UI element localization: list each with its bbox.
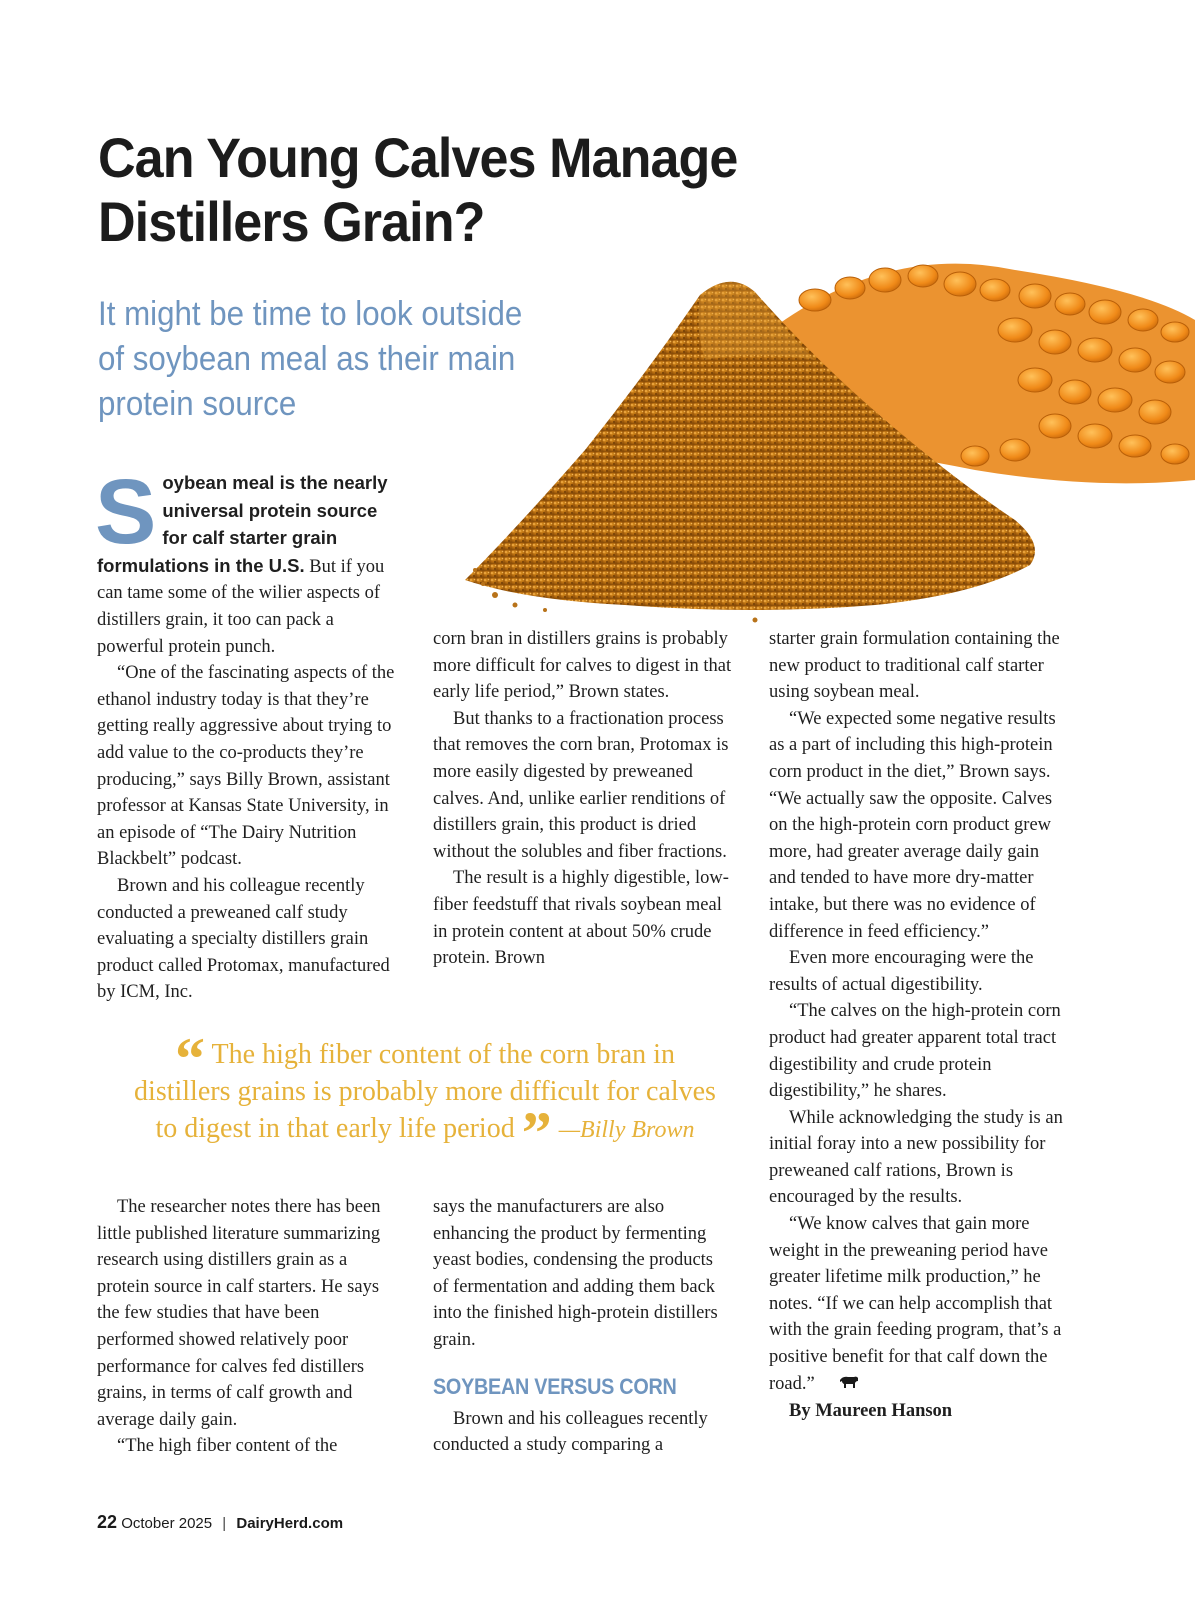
col3-paragraph-2: Even more encouraging were the results of actual digestibility.: [769, 948, 1034, 995]
lead-rest-text: But if you can tame some of the wilier aspects of distillers grain, it too can pack a powerful protein punch.: [97, 556, 385, 657]
article-headline: Can Young Calves Manage Distillers Grain?: [98, 126, 738, 253]
issue-date: October 2025: [121, 1515, 213, 1532]
col3-paragraph-1: “We expected some negative results as a part of including this high-protein corn product in the diet,” Brown says. “We actually saw the opposite. Calves on the high-protein corn product grew more, had greater average daily gain and tended to have more dry-matter intake, but there was no evidence of difference in feed efficiency.”: [769, 708, 1056, 942]
section-subhead: SOYBEAN VERSUS CORN: [433, 1373, 677, 1399]
pull-quote-attribution: —Billy Brown: [558, 1117, 695, 1143]
footer-separator: |: [222, 1515, 227, 1532]
column-1-bottom: [97, 1194, 395, 1460]
pull-quote-text: The high fiber content of the corn bran in distillers grains is probably more difficult for calves to digest in that early life period: [134, 1039, 716, 1144]
close-quote-mark: ”: [521, 1100, 552, 1166]
col3-paragraph-5-text: “We know calves that gain more weight in the preweaning period have greater lifetime milk production,” he notes. “If we can help accomplish that with the grain feeding program, that’s a positive benefit for that calf down the road.”: [769, 1214, 1062, 1394]
col2-paragraph-0: corn bran in distillers grains is probably more difficult for calves to digest in that early life period,” Brown states.: [433, 629, 732, 703]
column-2-bottom: [433, 1194, 733, 1459]
open-quote-mark: “: [175, 1026, 206, 1092]
pull-quote: [130, 1026, 720, 1166]
byline: By Maureen Hanson: [789, 1400, 953, 1421]
col2b-paragraph-1: Brown and his colleagues recently conducted a study comparing a: [433, 1408, 708, 1456]
col2b-paragraph-0: says the manufacturers are also enhancing the product by fermenting yeast bodies, condensing the products of fermentation and adding them back into the finished high-protein distillers grain.: [433, 1197, 718, 1350]
col3-paragraph-5: [769, 1211, 1069, 1398]
site-link[interactable]: DairyHerd.com: [236, 1515, 344, 1532]
lead-paragraph: [95, 461, 395, 660]
page-number: 22: [97, 1512, 118, 1532]
col2-paragraph-1: But thanks to a fractionation process that removes the corn bran, Protomax is more easily digested by preweaned calves. And, unlike earlier renditions of distillers grain, this product is dried without the solubles and fiber fractions.: [433, 708, 729, 862]
distillers-grain-and-corn-photo: [455, 200, 1200, 630]
cow-icon: [819, 1371, 859, 1398]
column-1-top: [95, 461, 395, 1006]
col1-paragraph-2: Brown and his colleague recently conducted a preweaned calf study evaluating a specialty distillers grain product called Protomax, manufactured by ICM, Inc.: [97, 875, 390, 1003]
col2-paragraph-2: The result is a highly digestible, low-fiber feedstuff that rivals soybean meal in protein content at about 50% crude protein. Brown: [433, 868, 729, 969]
column-3: [769, 626, 1069, 1424]
page-footer: [97, 1512, 343, 1533]
col1-paragraph-1: “One of the fascinating aspects of the ethanol industry today is that they’re getting really aggressive about trying to add value to the co-products they’re producing,” says Billy Brown, assistant professor at Kansas State University, in an episode of “The Dairy Nutrition Blackbelt” podcast.: [97, 663, 395, 870]
col3-paragraph-4: While acknowledging the study is an initial foray into a new possibility for preweaned calf rations, Brown is encouraged by the results.: [769, 1107, 1063, 1208]
grain-pile-illustration: [455, 200, 1200, 630]
col3-paragraph-3: “The calves on the high-protein corn product had greater apparent total tract digestibility and crude protein digestibility,” he shares.: [769, 1001, 1061, 1102]
col1b-paragraph-2: “The high fiber content of the: [117, 1436, 338, 1457]
lead-bold-text: oybean meal is the nearly universal protein source for calf starter grain formulations in the U.S.: [97, 472, 388, 576]
column-2-top: [433, 626, 733, 972]
article-deck: It might be time to look outside of soybean meal as their main protein source: [98, 295, 523, 423]
col1b-paragraph-1: The researcher notes there has been little published literature summarizing research using distillers grain as a protein source in calf starters. He says the few studies that have been performed showed relatively poor performance for calves fed distillers grains, in terms of calf growth and average daily gain.: [97, 1197, 381, 1430]
col3-paragraph-0: starter grain formulation containing the new product to traditional calf starter using soybean meal.: [769, 629, 1060, 703]
drop-cap: S: [95, 461, 157, 563]
